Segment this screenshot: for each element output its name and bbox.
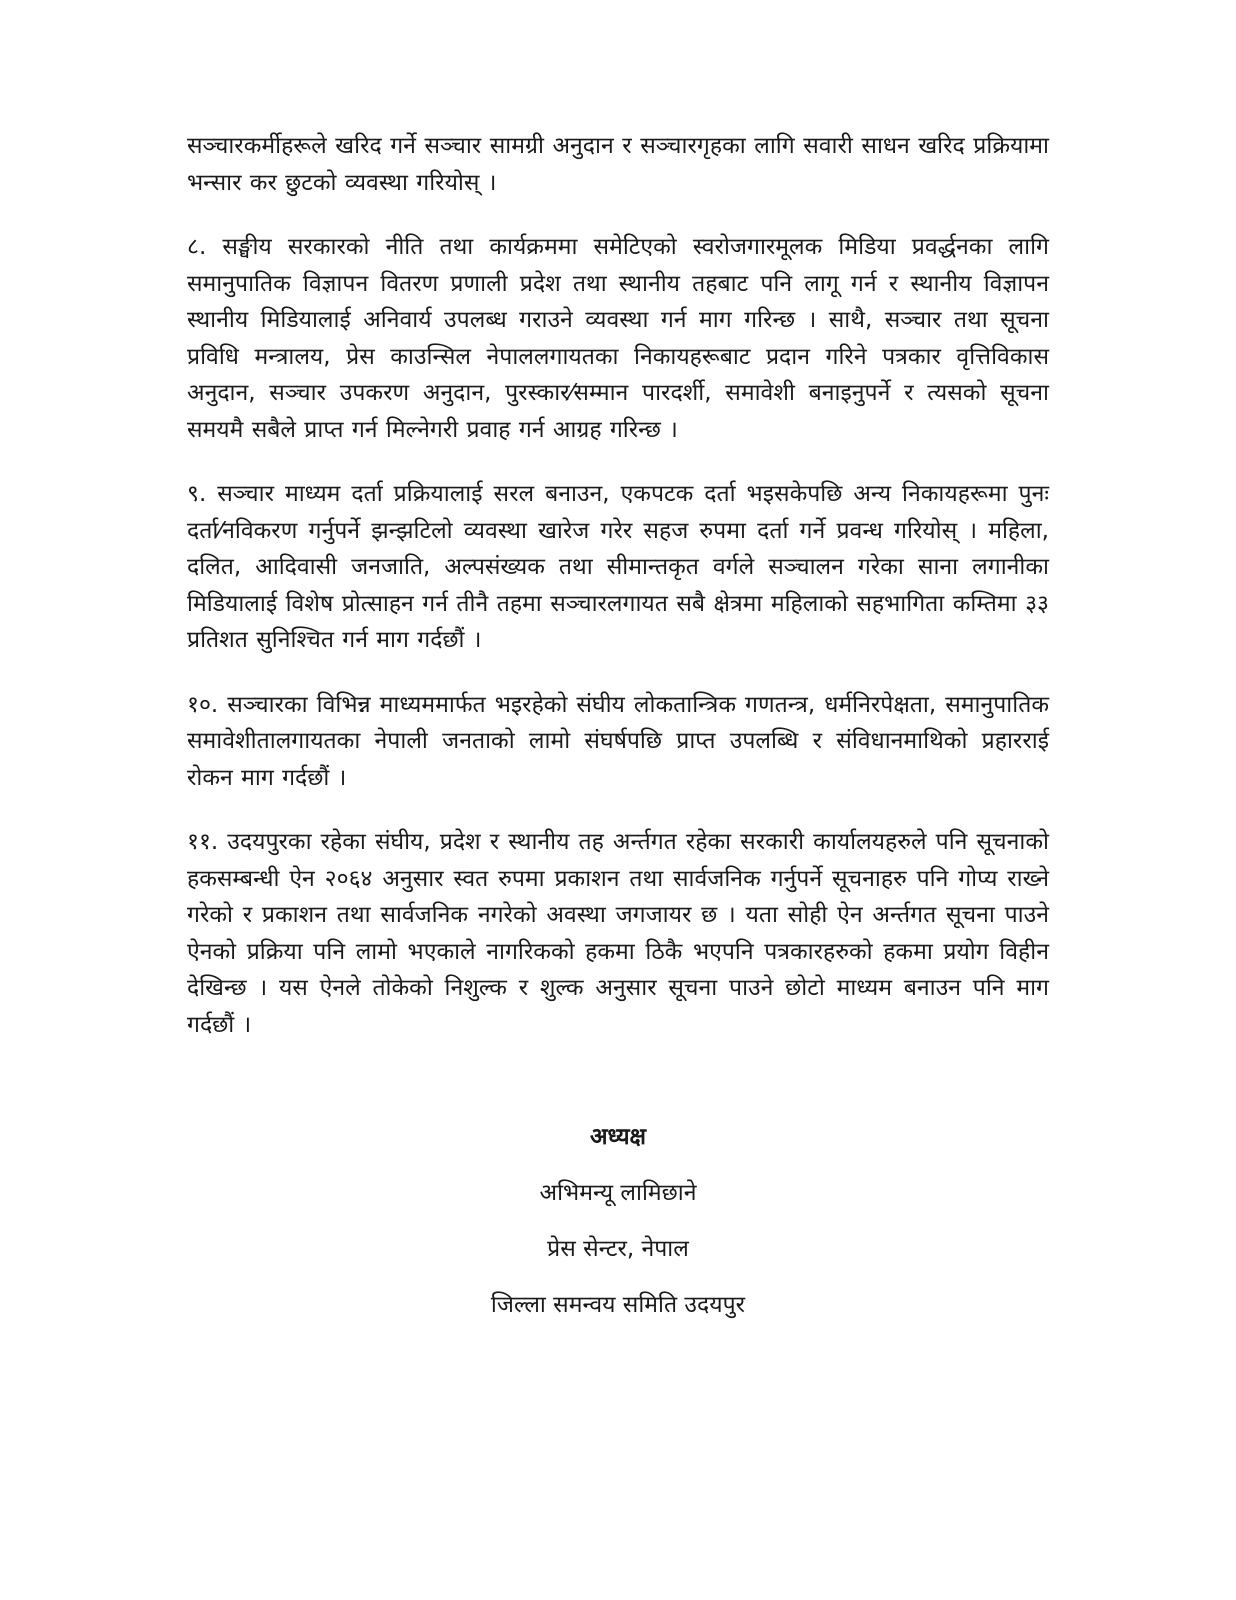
paragraph-point-8: ८. सङ्घीय सरकारको नीति तथा कार्यक्रममा समेटिएको स्वरोजगारमूलक मिडिया प्रवर्द्धनका लागि समानुपातिक विज्ञापन वितरण प्रणाली प्रदेश तथा स्थानीय तहबाट पनि लागू गर्न र स्थानीय विज्ञापन स्थानीय मिडियालाई अनिवार्य उपलब्ध गराउने व्यवस्था गर्न माग गरिन्छ । साथै, सञ्चार तथा सूचना प्रविधि मन्त्रालय, प्रेस काउन्सिल नेपाललगायतका निकायहरूबाट प्रदान गरिने पत्रकार वृत्तिविकास अनुदान, सञ्चार उपकरण अनुदान, पुरस्कार⁄सम्मान पारदर्शी, समावेशी बनाइनुपर्ने र त्यसको सूचना समयमै सबैले प्राप्त गर्न मिल्नेगरी प्रवाह गर्न आग्रह गरिन्छ ।: [187, 234, 1049, 443]
organization-name: प्रेस सेन्टर, नेपाल: [547, 1236, 689, 1262]
paragraph-point-11: ११. उदयपुरका रहेका संघीय, प्रदेश र स्थानीय तह अर्न्तगत रहेका सरकारी कार्यालयहरुले पनि सूचनाको हकसम्बन्धी ऐन २०६४ अनुसार स्वत रुपमा प्रकाशन तथा सार्वजनिक गर्नुपर्ने सूचनाहरु पनि गोप्य राख्ने गरेको र प्रकाशन तथा सार्वजनिक नगरेको अवस्था जगजायर छ । यता सोही ऐन अर्न्तगत सूचना पाउने ऐनको प्रक्रिया पनि लामो भएकाले नागरिकको हकमा ठिकै भएपनि पत्रकारहरुको हकमा प्रयोग विहीन देखिन्छ । यस ऐनले तोकेको निशुल्क र शुल्क अनुसार सूचना पाउने छोटो माध्यम बनाउन पनि माग गर्दछौं ।: [187, 829, 1049, 1038]
document-body: [187, 128, 1049, 1071]
signatory-name: अभिमन्यू लामिछाने: [539, 1180, 697, 1206]
paragraph-point-9: ९. सञ्चार माध्यम दर्ता प्रक्रियालाई सरल बनाउन, एकपटक दर्ता भइसकेपछि अन्य निकायहरूमा पुनः दर्ता⁄नविकरण गर्नुपर्ने झन्झटिलो व्यवस्था खारेज गरेर सहज रुपमा दर्ता गर्ने प्रवन्ध गरियोस् । महिला, दलित, आदिवासी जनजाति, अल्पसंख्यक तथा सीमान्तकृत वर्गले सञ्चालन गरेका साना लगानीका मिडियालाई विशेष प्रोत्साहन गर्न तीनै तहमा सञ्चारलगायत सबै क्षेत्रमा महिलाको सहभागिता कम्तिमा ३३ प्रतिशत सुनिश्चित गर्न माग गर्दछौं ।: [187, 481, 1049, 653]
paragraph-point-10: १०. सञ्चारका विभिन्न माध्यममार्फत भइरहेको संघीय लोकतान्त्रिक गणतन्त्र, धर्मनिरपेक्षता, समानुपातिक समावेशीतालगायतका नेपाली जनताको लामो संघर्षपछि प्राप्त उपलब्धि र संविधानमाथिको प्रहारराई रोकन माग गर्दछौं ।: [187, 691, 1049, 791]
signatory-title: अध्यक्ष: [589, 1124, 647, 1150]
paragraph-continuation: सञ्चारकर्मीहरूले खरिद गर्ने सञ्चार सामग्री अनुदान र सञ्चारगृहका लागि सवारी साधन खरिद प्रक्रियामा भन्सार कर छुटको व्यवस्था गरियोस् ।: [187, 133, 1049, 196]
committee-name: जिल्ला समन्वय समिति उदयपुर: [490, 1292, 746, 1318]
signature-block: [187, 1118, 1049, 1342]
